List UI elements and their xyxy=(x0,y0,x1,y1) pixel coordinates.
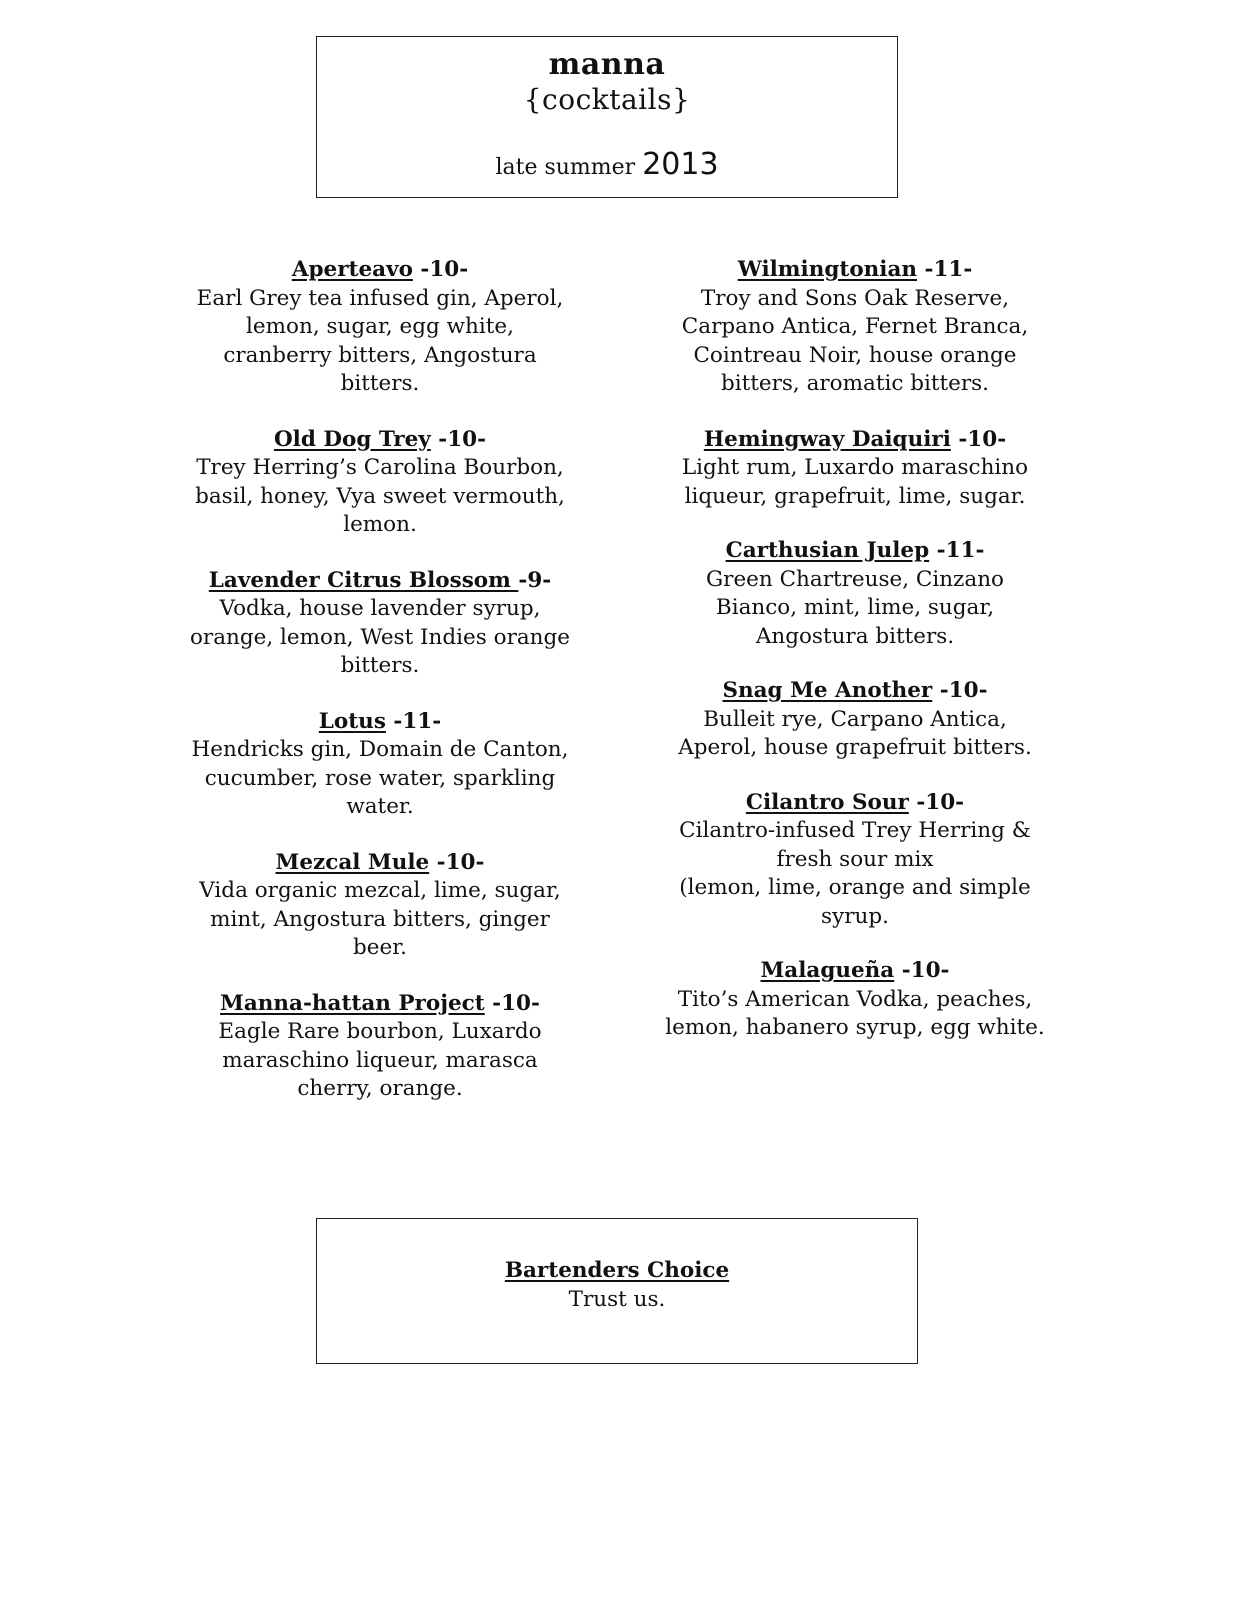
bartenders-choice-box xyxy=(316,1218,918,1364)
menu-item xyxy=(640,426,1070,512)
left-column xyxy=(170,256,590,1104)
item-name: Hemingway Daiquiri xyxy=(703,426,951,452)
item-price: -10- xyxy=(484,990,540,1016)
item-description: Eagle Rare bourbon, Luxardo maraschino liqueur, marasca cherry, orange. xyxy=(218,1019,542,1101)
menu-item xyxy=(170,426,590,540)
bartenders-choice-description: Trust us. xyxy=(568,1286,666,1312)
item-price: -10- xyxy=(430,426,487,452)
item-price: -11- xyxy=(929,538,985,563)
item-price: -10- xyxy=(429,849,485,875)
item-name: Old Dog Trey xyxy=(273,426,431,452)
season-label xyxy=(317,147,897,182)
item-name: Mezcal Mule xyxy=(275,849,430,875)
item-description: Cilantro-infused Trey Herring & fresh sour mix (lemon, lime, orange and simple syrup. xyxy=(679,818,1031,929)
menu-item xyxy=(170,990,590,1104)
item-description: Trey Herring’s Carolina Bourbon, basil, honey, Vya sweet vermouth, lemon. xyxy=(195,455,565,537)
menu-item xyxy=(640,537,1070,651)
bartenders-choice-title: Bartenders Choice xyxy=(504,1258,730,1283)
menu-header-box xyxy=(316,36,898,198)
menu-item xyxy=(170,849,590,963)
item-name: Wilmingtonian xyxy=(737,257,918,282)
item-name: Snag Me Another xyxy=(722,678,933,703)
menu-item xyxy=(170,708,590,822)
menu-item xyxy=(640,677,1070,763)
menu-item xyxy=(170,256,590,399)
menu-item xyxy=(640,256,1070,399)
item-description: Vida organic mezcal, lime, sugar, mint, Angostura bitters, ginger beer. xyxy=(199,878,561,960)
item-price: -11- xyxy=(385,708,442,734)
menu-item xyxy=(640,789,1070,932)
item-price: -11- xyxy=(917,257,973,282)
item-name: Carthusian Julep xyxy=(725,538,930,563)
item-price: -9- xyxy=(518,567,552,593)
item-price: -10- xyxy=(932,678,988,703)
item-price: -10- xyxy=(908,789,965,815)
item-description: Hendricks gin, Domain de Canton, cucumber, rose water, sparkling water. xyxy=(191,737,569,819)
season-text: late summer xyxy=(495,155,636,180)
item-name: Malagueña xyxy=(760,958,895,983)
item-description: Green Chartreuse, Cinzano Bianco, mint, lime, sugar, Angostura bitters. xyxy=(706,566,1004,649)
item-price: -10- xyxy=(950,426,1007,452)
brand-name: manna xyxy=(548,47,666,82)
item-description: Bulleit rye, Carpano Antica, Aperol, house grapefruit bitters. xyxy=(678,706,1032,760)
item-name: Aperteavo xyxy=(291,257,413,282)
item-price: -10- xyxy=(412,257,469,282)
item-name: Lotus xyxy=(318,708,386,734)
item-name: Cilantro Sour xyxy=(745,789,909,815)
menu-item xyxy=(170,567,590,681)
item-description: Vodka, house lavender syrup, orange, lemon, West Indies orange bitters. xyxy=(189,596,570,678)
item-description: Troy and Sons Oak Reserve, Carpano Antica, Fernet Branca, Cointreau Noir, house orange bitters, aromatic bitters. xyxy=(681,285,1029,396)
menu-item xyxy=(640,957,1070,1043)
right-column xyxy=(640,256,1070,1043)
item-price: -10- xyxy=(894,958,950,983)
item-name: Lavender Citrus Blossom xyxy=(208,567,519,593)
season-year: 2013 xyxy=(642,147,719,182)
item-description: Tito’s American Vodka, peaches, lemon, habanero syrup, egg white. xyxy=(665,986,1045,1040)
item-description: Earl Grey tea infused gin, Aperol, lemon, sugar, egg white, cranberry bitters, Angostura bitters. xyxy=(196,285,564,396)
item-description: Light rum, Luxardo maraschino liqueur, grapefruit, lime, sugar. xyxy=(681,455,1029,509)
menu-subtitle: {cocktails} xyxy=(523,83,691,116)
item-name: Manna-hattan Project xyxy=(220,990,485,1016)
